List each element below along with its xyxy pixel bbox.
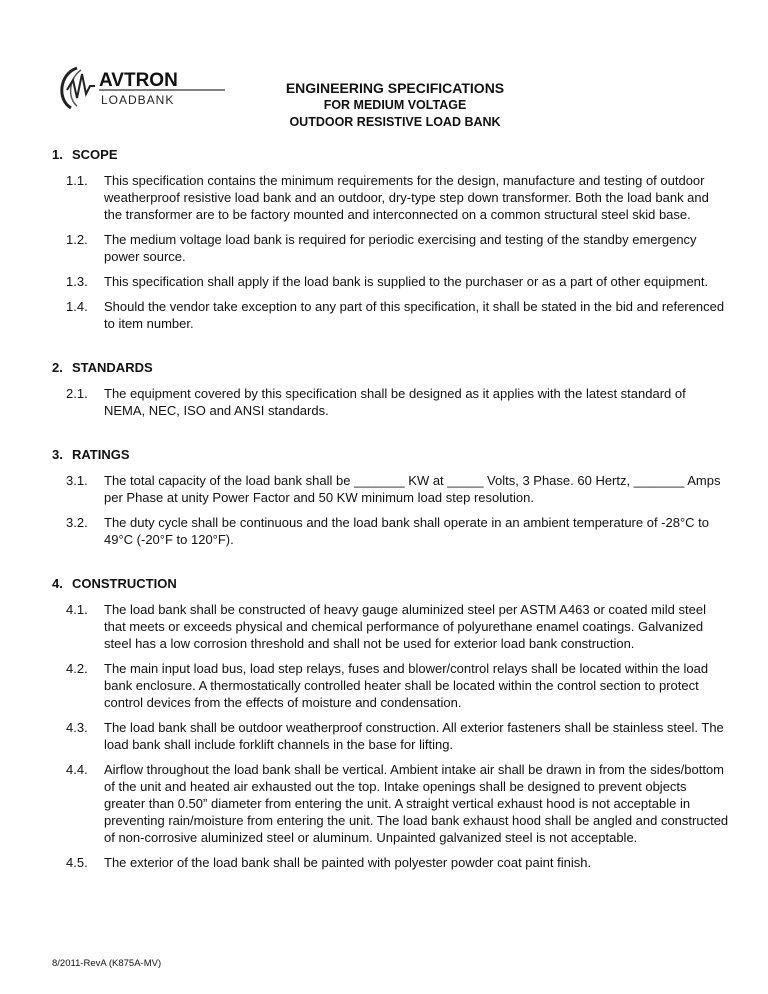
- section-title: SCOPE: [72, 147, 118, 162]
- item-number: 4.3.: [66, 720, 88, 735]
- item-number: 3.1.: [66, 473, 88, 488]
- section-number: 1.: [52, 147, 63, 162]
- section-scope: [52, 146, 732, 332]
- item-text: The load bank shall be outdoor weatherproof construction. All exterior fasteners shall be stainless steel. The load bank shall include forklift channels in the base for lifting.: [104, 720, 724, 752]
- section-heading: [52, 575, 732, 592]
- item-text: The load bank shall be constructed of heavy gauge aluminized steel per ASTM A463 or coated mild steel that meets or exceeds physical and chemical performance of polyurethane enamel coatings. Galvanized steel has a low corrosion threshold and shall not be used for exterior load bank construction.: [104, 602, 706, 651]
- item-text: The equipment covered by this specification shall be designed as it applies with the latest standard of NEMA, NEC, ISO and ANSI standards.: [104, 386, 686, 418]
- spec-item: [66, 385, 730, 419]
- item-text: The main input load bus, load step relays, fuses and blower/control relays shall be located within the load bank enclosure. A thermostatically controlled heater shall be located within the control section to protect control devices from the effects of moisture and condensation.: [104, 661, 709, 710]
- document-subtitle-1: FOR MEDIUM VOLTAGE: [323, 98, 467, 112]
- document-body: [52, 146, 732, 898]
- section-title: CONSTRUCTION: [72, 576, 177, 591]
- spec-item: [66, 854, 730, 871]
- item-text: Should the vendor take exception to any part of this specification, it shall be stated in the bid and referenced to item number.: [104, 299, 725, 331]
- section-heading: [52, 359, 732, 376]
- item-number: 1.4.: [66, 299, 88, 314]
- avtron-loadbank-logo: [55, 60, 245, 112]
- item-number: 2.1.: [66, 386, 88, 401]
- item-text: The exterior of the load bank shall be painted with polyester powder coat paint finish.: [104, 855, 592, 870]
- spec-item: [66, 719, 730, 753]
- spec-item: [66, 298, 730, 332]
- item-text: Airflow throughout the load bank shall be vertical. Ambient intake air shall be drawn in from the sides/bottom of the unit and heated air exhausted out the top. Intake openings shall be designed to prevent objects greater than 0.50” diameter from entering the unit. A straight vertical exhaust hood is not acceptable in preventing rain/moisture from entering the unit. The load bank exhaust hood shall be angled and constructed of non-corrosive aluminized steel or aluminum. Unpainted galvanized steel is not acceptable.: [104, 762, 729, 845]
- section-construction: [52, 575, 732, 871]
- section-title: RATINGS: [72, 447, 130, 462]
- section-number: 4.: [52, 576, 63, 591]
- logo-sub: LOADBANK: [101, 93, 175, 107]
- document-title: ENGINEERING SPECIFICATIONS: [285, 80, 505, 96]
- item-text: This specification contains the minimum requirements for the design, manufacture and testing of outdoor weatherproof resistive load bank and an outdoor, dry-type step down transformer. Both the load bank and the transformer are to be factory mounted and interconnected on a common structural steel skid base.: [104, 173, 709, 222]
- section-ratings: [52, 446, 732, 548]
- item-number: 1.2.: [66, 232, 88, 247]
- item-text: The medium voltage load bank is required for periodic exercising and testing of the standby emergency power source.: [104, 232, 697, 264]
- spec-item: [66, 514, 730, 548]
- document-subtitle-2: OUTDOOR RESISTIVE LOAD BANK: [289, 115, 501, 129]
- document-header: [240, 79, 550, 131]
- item-number: 4.4.: [66, 762, 88, 777]
- item-text: The duty cycle shall be continuous and the load bank shall operate in an ambient temperature of -28°C to 49°C (-20°F to 120°F).: [104, 515, 710, 547]
- item-number: 1.3.: [66, 274, 88, 289]
- section-number: 3.: [52, 447, 63, 462]
- item-number: 4.5.: [66, 855, 88, 870]
- spec-item: [66, 172, 730, 223]
- spec-item: [66, 660, 730, 711]
- item-text: The total capacity of the load bank shall be _______ KW at _____ Volts, 3 Phase. 60 Hertz, _______ Amps per Phase at unity Power Factor and 50 KW minimum load step resolution.: [104, 473, 721, 505]
- item-number: 4.1.: [66, 602, 88, 617]
- item-number: 3.2.: [66, 515, 88, 530]
- spec-item: [66, 273, 730, 290]
- section-title: STANDARDS: [72, 360, 153, 375]
- spec-item: [66, 761, 730, 846]
- spec-item: [66, 472, 730, 506]
- spec-item: [66, 231, 730, 265]
- logo-brand: AVTRON: [99, 70, 178, 91]
- footer-revision: 8/2011-RevA (K875A-MV): [52, 958, 162, 969]
- section-number: 2.: [52, 360, 63, 375]
- section-standards: [52, 359, 732, 419]
- item-number: 1.1.: [66, 173, 88, 188]
- section-heading: [52, 146, 732, 163]
- item-text: This specification shall apply if the load bank is supplied to the purchaser or as a part of other equipment.: [104, 274, 709, 289]
- section-heading: [52, 446, 732, 463]
- spec-item: [66, 601, 730, 652]
- item-number: 4.2.: [66, 661, 88, 676]
